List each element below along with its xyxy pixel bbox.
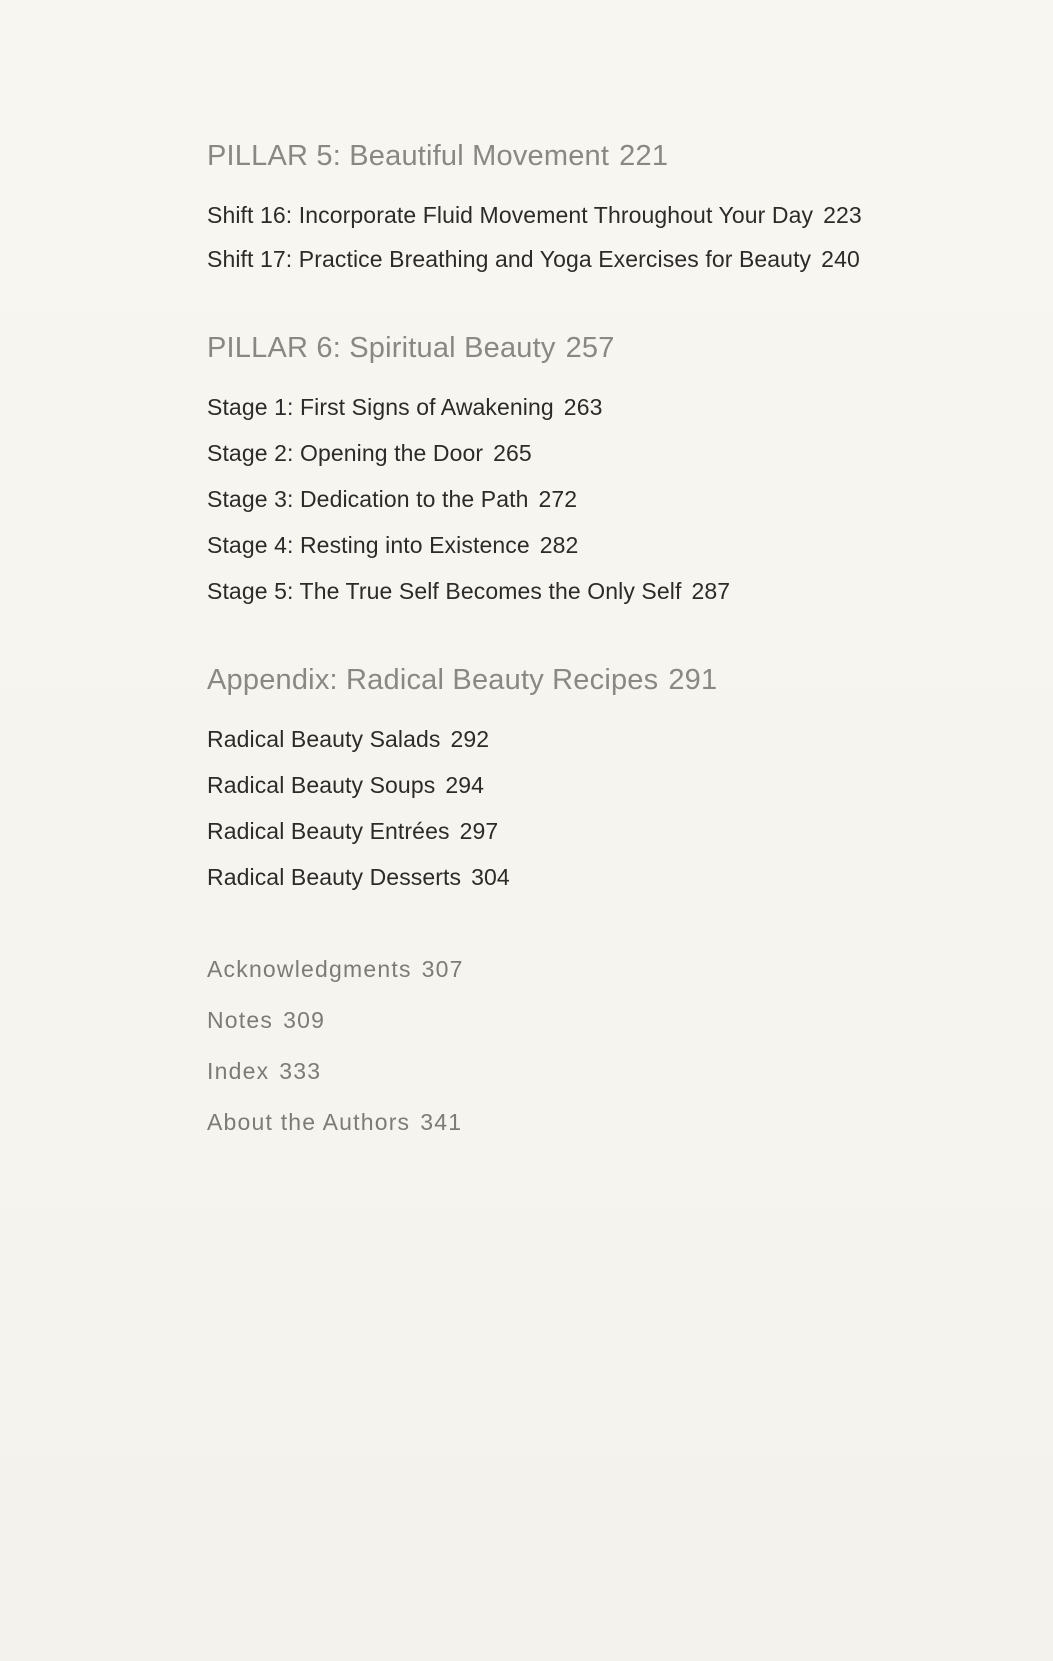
back-matter-entry [207, 1007, 325, 1034]
heading-title: Appendix: Radical Beauty Recipes [207, 664, 659, 696]
entry-title: Radical Beauty Desserts [207, 864, 462, 890]
page-number: 309 [283, 1007, 326, 1033]
page-number: 304 [471, 864, 510, 890]
page-number: 272 [538, 486, 578, 512]
page-number: 282 [539, 532, 579, 558]
heading-title: PILLAR 5: Beautiful Movement [207, 140, 610, 172]
entry-title: About the Authors [207, 1109, 411, 1135]
toc-entry [207, 202, 862, 229]
page-number: 291 [668, 664, 718, 696]
section-heading [207, 332, 615, 365]
section-heading [207, 140, 668, 173]
page-number: 307 [421, 956, 464, 982]
page-number: 221 [619, 140, 669, 172]
toc-entry [207, 864, 510, 891]
page-number: 257 [565, 332, 615, 364]
heading-title: PILLAR 6: Spiritual Beauty [207, 332, 556, 364]
entry-title: Index [207, 1058, 270, 1084]
page-number: 341 [420, 1109, 463, 1135]
entry-title: Stage 5: The True Self Becomes the Only Self [207, 578, 682, 604]
entry-title: Notes [207, 1007, 274, 1033]
back-matter-entry [207, 1109, 462, 1136]
entry-title: Stage 4: Resting into Existence [207, 532, 530, 558]
entry-title: Radical Beauty Soups [207, 772, 436, 798]
toc-entry [207, 532, 578, 559]
page-number: 292 [450, 726, 490, 752]
section-heading [207, 664, 717, 697]
entry-title: Stage 1: First Signs of Awakening [207, 394, 554, 420]
entry-title: Shift 16: Incorporate Fluid Movement Throughout Your Day [207, 202, 814, 228]
page-number: 240 [821, 246, 860, 272]
entry-title: Radical Beauty Salads [207, 726, 441, 752]
toc-entry [207, 394, 602, 421]
back-matter-entry [207, 1058, 321, 1085]
page-number: 287 [691, 578, 731, 604]
toc-entry [207, 726, 489, 753]
page-number: 333 [279, 1058, 322, 1084]
toc-entry [207, 818, 498, 845]
entry-title: Shift 17: Practice Breathing and Yoga Exercises for Beauty [207, 246, 812, 272]
entry-title: Stage 2: Opening the Door [207, 440, 484, 466]
toc-entry [207, 246, 860, 273]
page-number: 223 [823, 202, 862, 228]
page-number: 263 [563, 394, 603, 420]
page-number: 294 [445, 772, 484, 798]
entry-title: Acknowledgments [207, 956, 412, 982]
page-number: 297 [459, 818, 499, 844]
toc-entry [207, 578, 730, 605]
toc-entry [207, 772, 484, 799]
toc-entry [207, 486, 577, 513]
entry-title: Stage 3: Dedication to the Path [207, 486, 529, 512]
page-number: 265 [493, 440, 532, 466]
back-matter-entry [207, 956, 464, 983]
entry-title: Radical Beauty Entrées [207, 818, 450, 844]
toc-entry [207, 440, 532, 467]
